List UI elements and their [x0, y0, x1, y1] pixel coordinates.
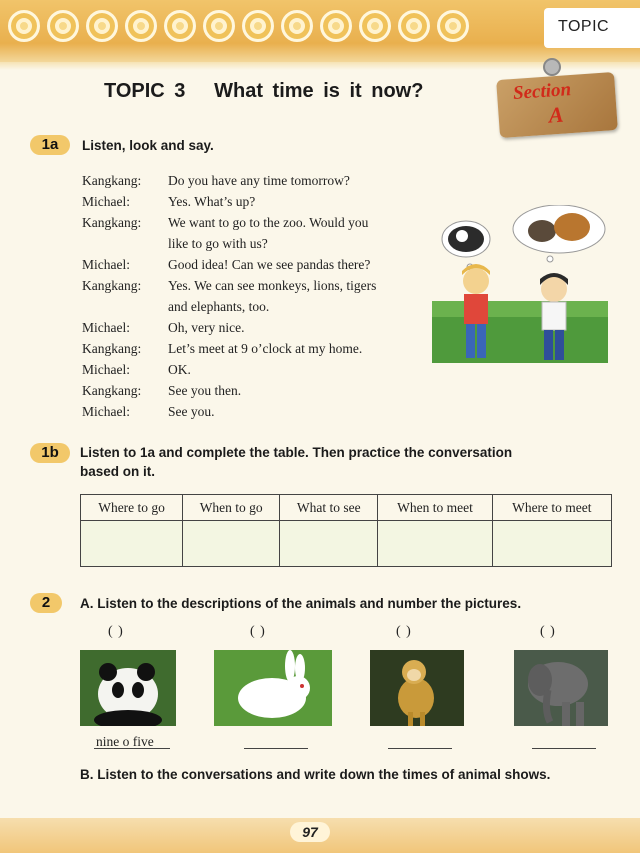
dialogue-line [82, 359, 422, 380]
grass [432, 313, 608, 363]
speech: See you then. [168, 383, 242, 398]
number-blank[interactable]: ( ) [108, 624, 124, 639]
speaker: Michael: [82, 320, 130, 335]
dialogue-line [82, 401, 422, 422]
boys-illustration [432, 205, 608, 363]
hedge [432, 301, 608, 317]
dialogue-line [82, 191, 422, 212]
dialogue-line [82, 380, 422, 401]
circle-decoration [203, 10, 235, 42]
speaker: Michael: [82, 404, 130, 419]
column-header: Where to go [81, 495, 183, 521]
circle-decoration [86, 10, 118, 42]
table-cell[interactable] [183, 521, 280, 567]
right-boy-leg [544, 330, 553, 360]
number-blank[interactable]: ( ) [250, 624, 266, 639]
speaker: Kangkang: [82, 383, 142, 398]
circle-decoration [281, 10, 313, 42]
speaker: Kangkang: [82, 278, 142, 293]
badge-1b: 1b [30, 443, 70, 463]
speaker: Kangkang: [82, 173, 142, 188]
left-boy-shirt [464, 294, 488, 324]
dialogue-line [82, 212, 422, 233]
speaker: Michael: [82, 194, 130, 209]
dialogue-line [82, 317, 422, 338]
speech: Yes. What’s up? [168, 194, 256, 209]
page-number: 97 [290, 822, 330, 842]
speaker: Michael: [82, 362, 130, 377]
section-word: Section [512, 79, 572, 105]
rabbit-photo [214, 650, 332, 726]
section-sign [496, 72, 618, 138]
speaker: Kangkang: [82, 341, 142, 356]
topic-tab: TOPIC [544, 8, 640, 48]
lion-thought-photo [554, 213, 590, 241]
left-boy-head [463, 268, 489, 294]
section-letter: A [547, 101, 565, 128]
dialogue-line [82, 170, 422, 191]
speech: like to go with us? [168, 236, 268, 251]
circle-decoration [242, 10, 274, 42]
bubble-dot [547, 256, 553, 262]
instruction-2a: A. Listen to the descriptions of the animals and number the pictures. [80, 596, 522, 611]
left-boy-leg [466, 324, 475, 358]
speech: Yes. We can see monkeys, lions, tigers [168, 278, 377, 293]
table-cell[interactable] [81, 521, 183, 567]
speech: See you. [168, 404, 215, 419]
table-cell[interactable] [378, 521, 492, 567]
circle-decoration [47, 10, 79, 42]
dialogue-line [82, 338, 422, 359]
circle-decoration [359, 10, 391, 42]
table-row [81, 521, 612, 567]
speaker [82, 233, 168, 254]
instruction-2b: B. Listen to the conversations and write down the times of animal shows. [80, 767, 551, 782]
animal-thought-photo [528, 220, 556, 242]
answer-line[interactable] [532, 748, 596, 749]
right-boy-leg [555, 330, 564, 360]
speech: Oh, very nice. [168, 320, 245, 335]
instruction-1a: Listen, look and say. [82, 138, 214, 153]
speech: Let’s meet at 9 o’clock at my home. [168, 341, 363, 356]
answer-line[interactable] [244, 748, 308, 749]
answer-line[interactable] [388, 748, 452, 749]
number-blank[interactable]: ( ) [540, 624, 556, 639]
panda-face [456, 230, 468, 242]
number-blank[interactable]: ( ) [396, 624, 412, 639]
dialogue-line [82, 275, 422, 296]
elephant-photo [514, 650, 608, 726]
circle-decoration [164, 10, 196, 42]
speech: OK. [168, 362, 191, 377]
left-boy-leg [477, 324, 486, 358]
speaker: Michael: [82, 257, 130, 272]
column-header: When to go [183, 495, 280, 521]
column-header: Where to meet [492, 495, 611, 521]
decorative-circles [8, 10, 469, 42]
monkey-photo [370, 650, 464, 726]
panda-photo [80, 650, 176, 726]
circle-decoration [437, 10, 469, 42]
header-band [0, 0, 640, 62]
speech: Do you have any time tomorrow? [168, 173, 350, 188]
column-header: What to see [280, 495, 378, 521]
table-cell[interactable] [280, 521, 378, 567]
speech: and elephants, too. [168, 299, 270, 314]
table-header-row [81, 495, 612, 521]
column-header: When to meet [378, 495, 492, 521]
badge-1a: 1a [30, 135, 70, 155]
instruction-1b-line1: Listen to 1a and complete the table. Then practice the conversation [80, 445, 513, 460]
right-boy-shirt [542, 302, 566, 330]
speech: We want to go to the zoo. Would you [168, 215, 369, 230]
badge-2: 2 [30, 593, 62, 613]
speaker: Kangkang: [82, 215, 142, 230]
page-title: TOPIC 3 What time is it now? [104, 80, 424, 102]
dialogue-line [82, 233, 422, 254]
circle-decoration [398, 10, 430, 42]
speaker [82, 296, 168, 317]
pin-icon [543, 58, 561, 76]
dialogue [82, 170, 422, 422]
answer-table [80, 494, 612, 567]
circle-decoration [125, 10, 157, 42]
circle-decoration [320, 10, 352, 42]
answer-text: nine o five [96, 734, 154, 749]
instruction-1b-line2: based on it. [80, 464, 156, 479]
speech: Good idea! Can we see pandas there? [168, 257, 371, 272]
dialogue-line [82, 254, 422, 275]
table-cell[interactable] [492, 521, 611, 567]
dialogue-line [82, 296, 422, 317]
circle-decoration [8, 10, 40, 42]
